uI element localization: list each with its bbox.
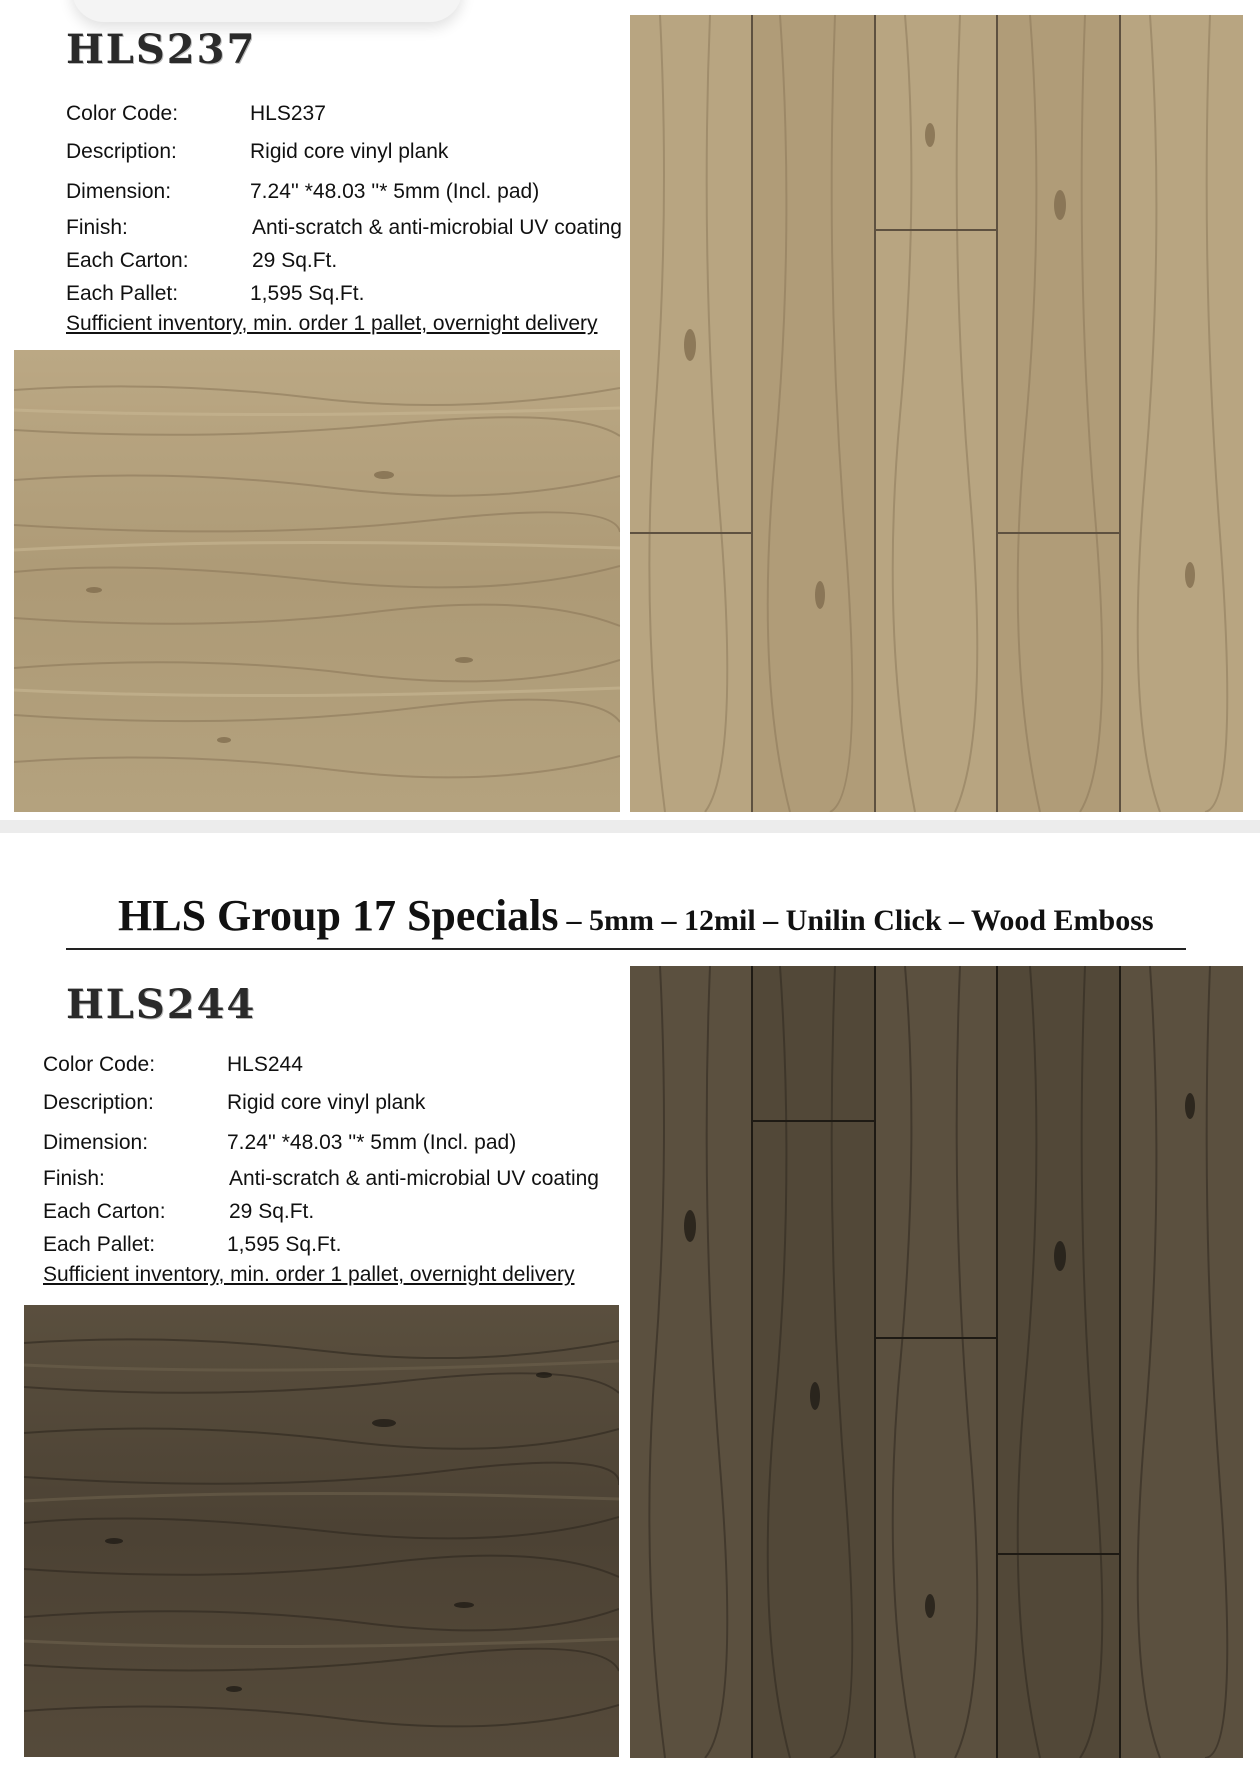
inventory-notice: Sufficient inventory, min. order 1 pallet, overnight delivery xyxy=(66,312,598,335)
spec-value: 7.24'' *48.03 ''* 5mm (Incl. pad) xyxy=(250,180,540,203)
spec-value: Anti-scratch & anti-microbial UV coating xyxy=(252,216,622,239)
spec-label: Description: xyxy=(43,1091,154,1114)
wood-closeup-swatch-hls244 xyxy=(24,1305,619,1757)
spec-value: 7.24'' *48.03 ''* 5mm (Incl. pad) xyxy=(227,1131,517,1154)
spec-label: Each Carton: xyxy=(43,1200,166,1223)
spec-label: Color Code: xyxy=(66,102,179,125)
spec-value: HLS237 xyxy=(250,102,326,125)
product-sheet-hls244 xyxy=(0,833,1260,1779)
wood-closeup-swatch-hls237 xyxy=(14,350,620,812)
spec-label: Each Pallet: xyxy=(66,282,179,305)
spec-label: Color Code: xyxy=(43,1053,156,1076)
spec-label: Finish: xyxy=(43,1167,105,1190)
top-tab-shape xyxy=(72,0,462,22)
product-sheet-hls237 xyxy=(0,0,1260,820)
group-title-subtitle: – 5mm – 12mil – Unilin Click – Wood Emboss xyxy=(566,904,1154,937)
inventory-notice: Sufficient inventory, min. order 1 pallet, overnight delivery xyxy=(43,1263,575,1286)
spec-value: HLS244 xyxy=(227,1053,303,1076)
spec-value: 29 Sq.Ft. xyxy=(252,249,338,272)
group-title-main: HLS Group 17 Specials xyxy=(118,891,559,940)
spec-value: 1,595 Sq.Ft. xyxy=(227,1233,342,1256)
spec-label: Each Pallet: xyxy=(43,1233,156,1256)
product-code: HLS237 xyxy=(66,26,257,73)
spec-value: 29 Sq.Ft. xyxy=(229,1200,315,1223)
group-title xyxy=(118,890,1154,941)
spec-label: Dimension: xyxy=(43,1131,149,1154)
title-divider xyxy=(66,948,1186,950)
product-code: HLS244 xyxy=(66,981,257,1028)
spec-value: Rigid core vinyl plank xyxy=(227,1091,426,1114)
spec-label: Finish: xyxy=(66,216,128,239)
plank-layout-swatch-hls237 xyxy=(630,15,1243,812)
spec-value: Rigid core vinyl plank xyxy=(250,140,449,163)
spec-label: Each Carton: xyxy=(66,249,189,272)
spec-label: Dimension: xyxy=(66,180,172,203)
spec-label: Description: xyxy=(66,140,177,163)
spec-value: Anti-scratch & anti-microbial UV coating xyxy=(229,1167,599,1190)
spec-value: 1,595 Sq.Ft. xyxy=(250,282,365,305)
plank-layout-swatch-hls244 xyxy=(630,966,1243,1758)
